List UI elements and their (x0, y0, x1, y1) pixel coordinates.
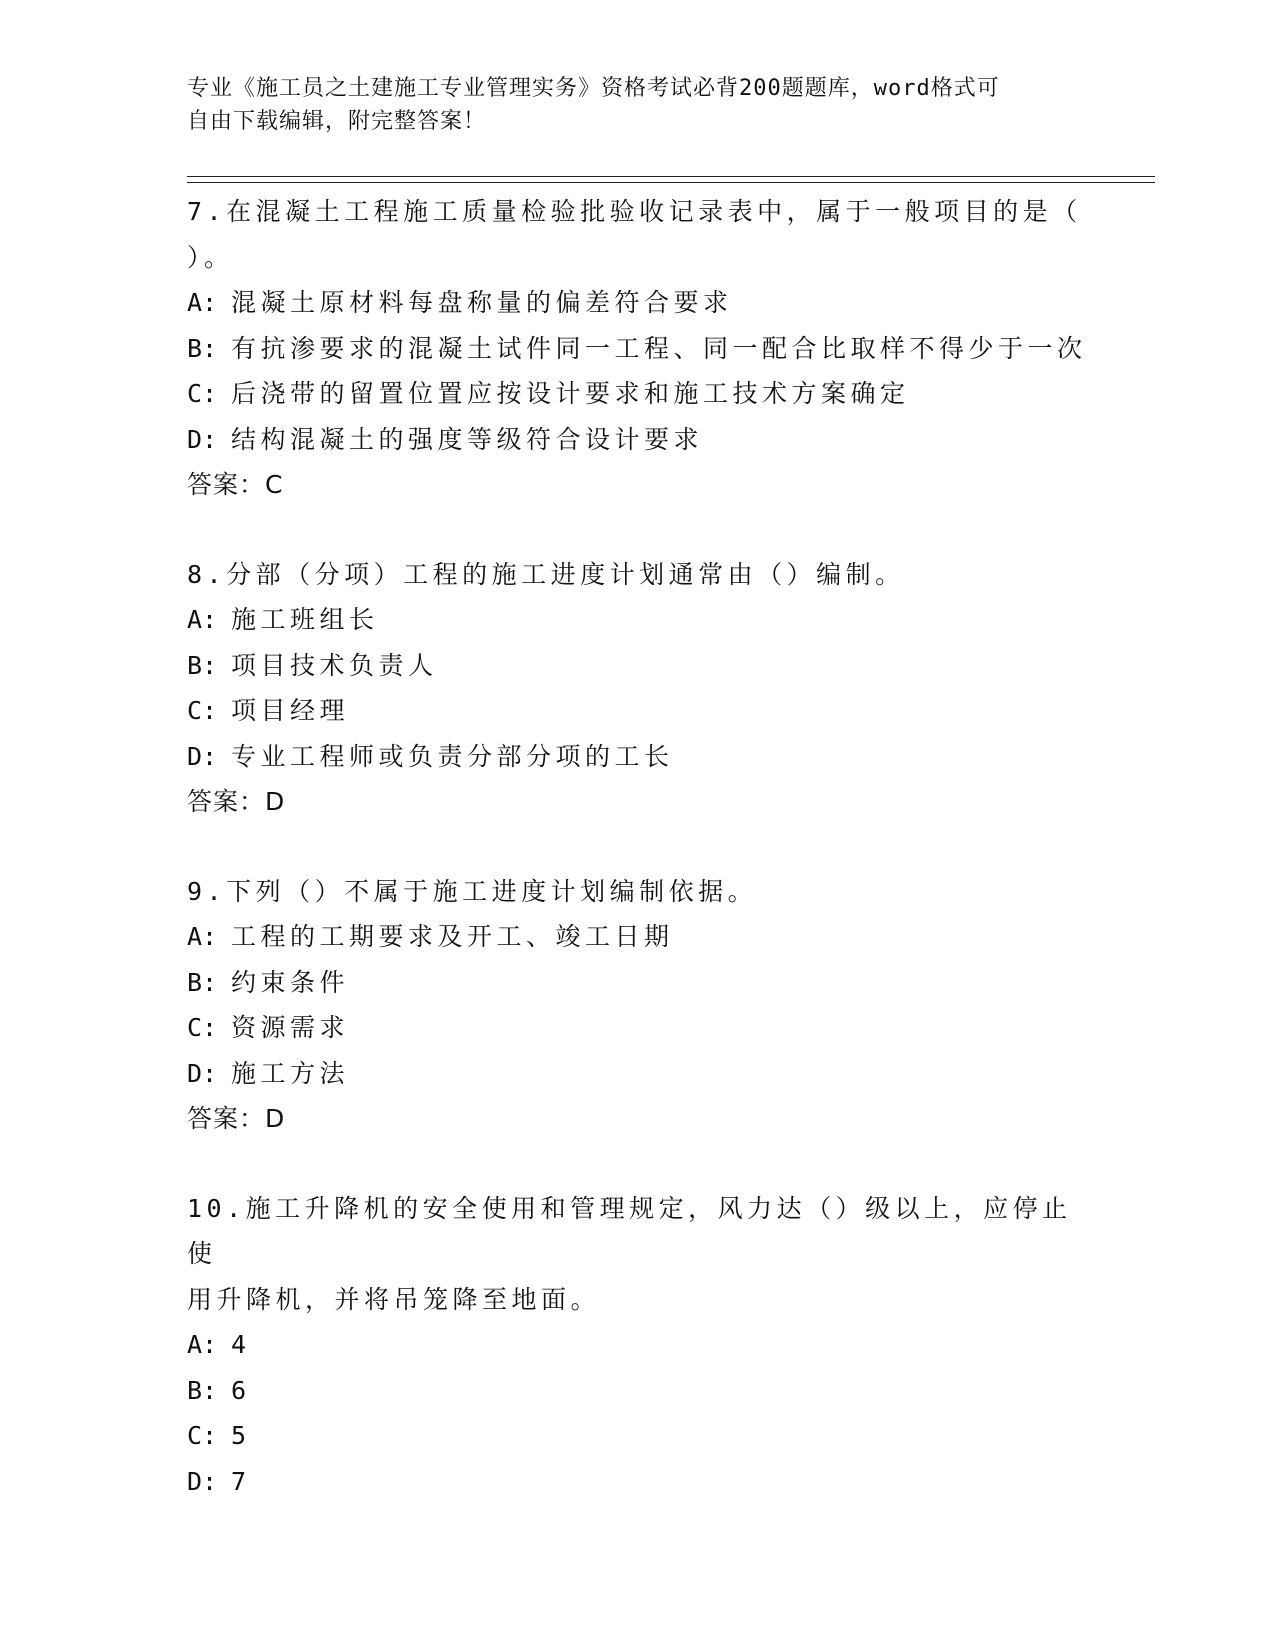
option-c (187, 688, 1087, 734)
option-label: A: (187, 605, 218, 634)
option-a (187, 280, 1087, 326)
option-label: D: (187, 1466, 218, 1496)
option-label: A: (187, 922, 218, 951)
option-label: C: (187, 379, 218, 408)
option-a (187, 597, 1087, 643)
document-header (187, 72, 1067, 138)
option-text: 项目技术负责人 (231, 650, 438, 680)
question-item (187, 869, 1087, 1142)
question-item (187, 1186, 1087, 1505)
option-text: 项目经理 (231, 696, 350, 725)
option-b (187, 960, 1087, 1006)
question-text-line: 9.下列（）不属于施工进度计划编制依据。 (187, 876, 758, 906)
answer-line: 答案：D (187, 1104, 286, 1133)
header-divider-top (187, 176, 1155, 177)
option-c (187, 1005, 1087, 1051)
option-label: C: (187, 696, 218, 725)
option-d (187, 417, 1087, 463)
option-text: 后浇带的留置位置应按设计要求和施工技术方案确定 (231, 379, 910, 408)
option-text: 资源需求 (231, 1013, 350, 1042)
option-label: D: (187, 1058, 218, 1088)
question-text-line: 8.分部（分项）工程的施工进度计划通常由（）编制。 (187, 559, 905, 589)
option-text: 5 (231, 1421, 251, 1450)
header-divider-bottom (187, 182, 1155, 183)
option-text: 工程的工期要求及开工、竣工日期 (231, 922, 674, 951)
option-text: 施工方法 (231, 1058, 350, 1088)
option-label: D: (187, 424, 218, 454)
option-label: B: (187, 1375, 218, 1405)
option-text: 混凝土原材料每盘称量的偏差符合要求 (231, 288, 733, 317)
question-text-line: ）。 (187, 242, 234, 272)
answer-line: 答案：D (187, 787, 286, 816)
option-text: 有抗渗要求的混凝土试件同一工程、同一配合比取样不得少于一次 (231, 333, 1087, 363)
option-b (187, 1368, 1087, 1414)
header-line-2: 自由下载编辑，附完整答案！ (187, 109, 487, 134)
option-text: 专业工程师或负责分部分项的工长 (231, 741, 674, 771)
option-text: 约束条件 (231, 967, 350, 997)
option-c (187, 1413, 1087, 1459)
option-a (187, 1322, 1087, 1368)
option-a (187, 914, 1087, 960)
option-label: D: (187, 741, 218, 771)
answer-line: 答案：C (187, 470, 284, 499)
option-text: 结构混凝土的强度等级符合设计要求 (231, 424, 704, 454)
option-label: A: (187, 288, 218, 317)
option-label: B: (187, 333, 218, 363)
option-d (187, 734, 1087, 780)
option-label: C: (187, 1421, 218, 1450)
option-text: 7 (231, 1466, 251, 1496)
question-list (187, 189, 1087, 1548)
option-label: C: (187, 1013, 218, 1042)
option-b (187, 643, 1087, 689)
question-text-line: 用升降机，并将吊笼降至地面。 (187, 1284, 601, 1314)
option-label: B: (187, 650, 218, 680)
question-item (187, 552, 1087, 825)
option-d (187, 1051, 1087, 1097)
option-d (187, 1459, 1087, 1505)
header-line-1: 专业《施工员之土建施工专业管理实务》资格考试必背200题题库，word格式可 (187, 76, 1000, 101)
option-text: 4 (231, 1330, 251, 1359)
option-b (187, 326, 1087, 372)
question-text-line: 7.在混凝土工程施工质量检验批验收记录表中，属于一般项目的是（ (187, 197, 1082, 226)
option-text: 施工班组长 (231, 605, 379, 634)
question-text-line: 10.施工升降机的安全使用和管理规定，风力达（）级以上，应停止使 (187, 1193, 1072, 1268)
option-label: B: (187, 967, 218, 997)
option-label: A: (187, 1330, 218, 1359)
question-item (187, 189, 1087, 508)
option-text: 6 (231, 1375, 251, 1405)
option-c (187, 371, 1087, 417)
